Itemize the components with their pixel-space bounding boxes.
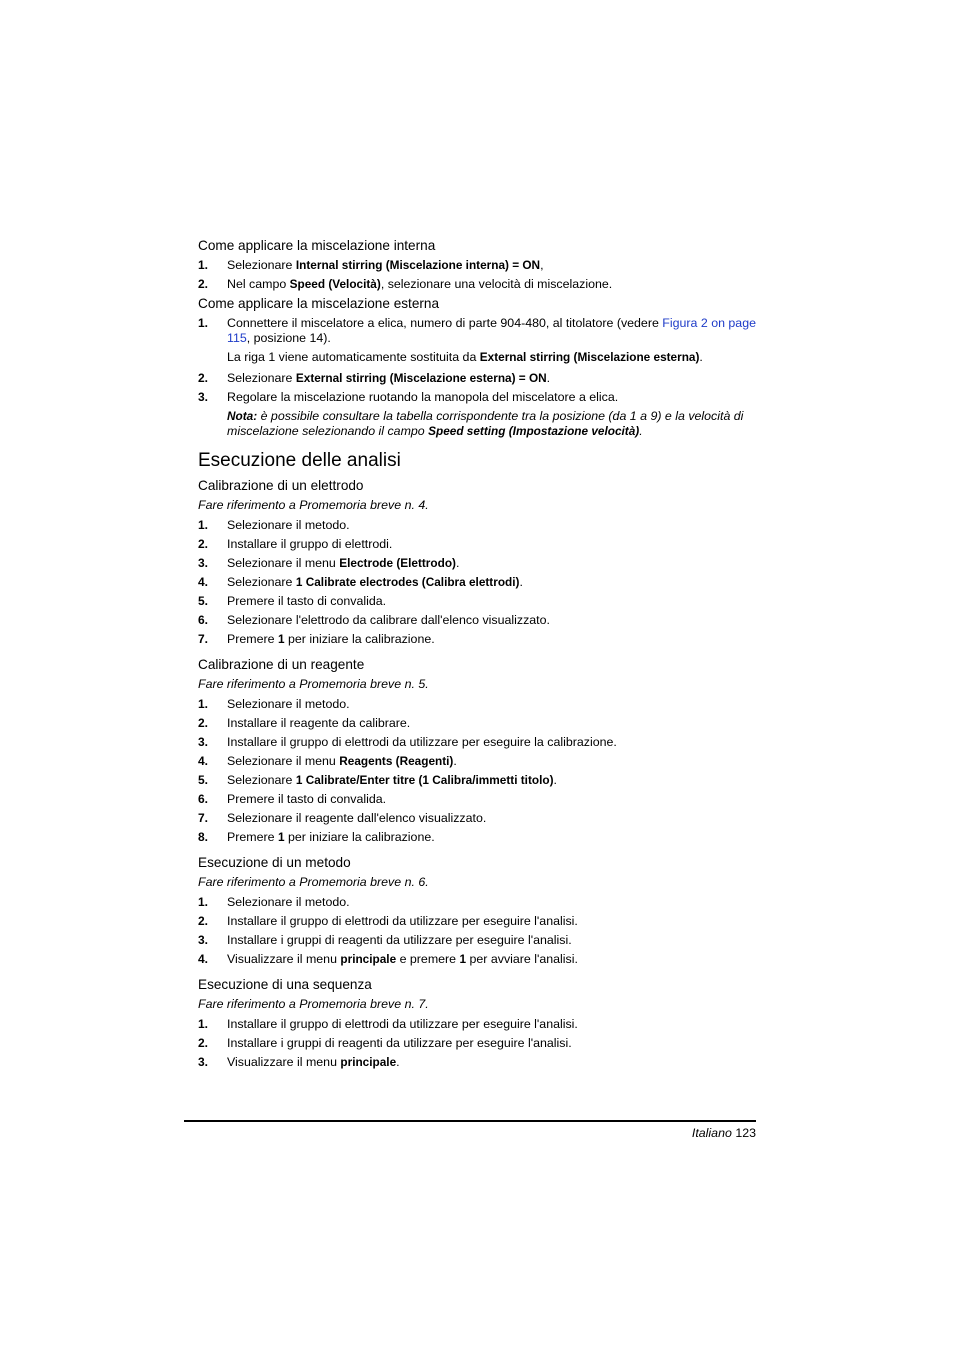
step-text: Installare il reagente da calibrare. [227,716,411,730]
step-number: 2. [198,537,209,551]
footer-divider [184,1120,756,1122]
step-text: Nel campo [227,277,290,291]
step-text: Installare i gruppi di reagenti da utilizzare per eseguire l'analisi. [227,1036,572,1050]
step-number: 5. [198,773,209,787]
reference-note: Fare riferimento a Promemoria breve n. 6. [198,875,429,889]
list-item [198,773,768,788]
step-text: per avviare l'analisi. [466,952,578,966]
step-number: 3. [198,933,209,947]
step-text: Selezionare il metodo. [227,895,350,909]
section-title-sequence: Esecuzione di una sequenza [198,977,372,992]
ui-term: External stirring (Miscelazione esterna) = ON [295,371,547,385]
step-text: per iniziare la calibrazione. [284,830,435,844]
list-item [198,632,768,647]
ui-term: Reagents (Reagenti) [339,754,454,768]
step-number: 3. [198,556,209,570]
step-text: Selezionare [227,773,296,787]
list-item [198,933,768,948]
step-number: 2. [198,1036,209,1050]
list-item [198,1055,768,1070]
ui-term: principale [340,952,397,966]
section-title-electrode: Calibrazione di un elettrodo [198,478,364,493]
step-text: Installare i gruppi di reagenti da utilizzare per eseguire l'analisi. [227,933,572,947]
step-text: . [453,754,457,768]
step-text: , posizione 14). [246,331,331,345]
step-text: Installare il gruppo di elettrodi. [227,537,393,551]
list-item [198,830,768,845]
document-body [198,238,768,1074]
list-item [198,716,768,731]
note-label: Nota: [227,409,258,423]
list-item [198,518,768,533]
step-number: 7. [198,632,209,646]
note [198,409,768,439]
step-number: 1. [198,1017,209,1031]
section-title-external-stirring: Come applicare la miscelazione esterna [198,296,440,311]
step-text: . [519,575,523,589]
step-text: e premere [396,952,460,966]
step-text: , selezionare una velocità di miscelazione. [380,277,613,291]
reference-note: Fare riferimento a Promemoria breve n. 7. [198,997,429,1011]
page-footer [692,1126,756,1140]
step-text: Premere il tasto di convalida. [227,594,387,608]
ui-term: 1 [277,632,285,646]
step-number: 2. [198,371,209,385]
step-number: 6. [198,792,209,806]
reference-note: Fare riferimento a Promemoria breve n. 4. [198,498,429,512]
step-number: 6. [198,613,209,627]
step-text: , [540,258,544,272]
figure-link[interactable]: Figura 2 on page 115 [227,316,756,345]
step-number: 1. [198,518,209,532]
ui-term: Speed (Velocità) [289,277,381,291]
list-item [198,1017,768,1032]
list-item [198,1036,768,1051]
note-text: è possibile consultare la tabella corrispondente tra la posizione (da 1 a 9) e la velocità di miscelazione selezionando il campo [227,409,744,438]
step-number: 3. [198,1055,209,1069]
step-text: Connettere il miscelatore a elica, numero di parte 904-480, al titolatore (vedere [227,316,663,330]
step-text: Installare il gruppo di elettrodi da utilizzare per eseguire l'analisi. [227,914,578,928]
step-number: 1. [198,258,209,272]
step-text: Regolare la miscelazione ruotando la manopola del miscelatore a elica. [227,390,619,404]
ui-term: Internal stirring (Miscelazione interna) = ON [295,258,541,272]
list-item [198,390,768,405]
list-item [198,575,768,590]
step-number: 8. [198,830,209,844]
note-text: . [639,424,643,438]
step-text: Installare il gruppo di elettrodi da utilizzare per eseguire la calibrazione. [227,735,617,749]
section-title-method: Esecuzione di un metodo [198,855,351,870]
para-text: . [699,350,703,364]
reference-note: Fare riferimento a Promemoria breve n. 5. [198,677,429,691]
step-text: Selezionare [227,575,296,589]
step-text: Selezionare il menu [227,556,340,570]
step-text: Visualizzare il menu [227,952,341,966]
step-text: per iniziare la calibrazione. [284,632,435,646]
list-item [198,258,768,273]
step-text: . [546,371,551,385]
list-item [198,895,768,910]
ui-term: 1 Calibrate electrodes (Calibra elettrodi) [295,575,520,589]
list-item [198,537,768,552]
step-text: . [455,556,460,570]
step-text: Selezionare [227,371,296,385]
page-number: 123 [735,1126,756,1140]
list-item [198,952,768,967]
section-title-internal-stirring: Come applicare la miscelazione interna [198,238,436,253]
chapter-heading: Esecuzione delle analisi [198,450,401,471]
ui-term: External stirring (Miscelazione esterna) [479,350,700,364]
list-item [198,594,768,609]
ui-term: Speed setting (Impostazione velocità) [428,424,640,438]
step-text: Selezionare il reagente dall'elenco visualizzato. [227,811,487,825]
list-item [198,754,768,769]
step-text: Selezionare il menu [227,754,340,768]
step-text: Premere [227,830,278,844]
step-paragraph [198,350,768,365]
list-item [198,811,768,826]
step-text: . [553,773,557,787]
step-text: Selezionare [227,258,296,272]
ui-term: 1 Calibrate/Enter titre (1 Calibra/immetti titolo) [295,773,554,787]
step-number: 2. [198,914,209,928]
footer-language: Italiano [691,1126,732,1140]
step-text: . [396,1055,400,1069]
ui-term: principale [340,1055,397,1069]
step-number: 3. [198,735,209,749]
step-text: Selezionare il metodo. [227,518,350,532]
step-text: Installare il gruppo di elettrodi da utilizzare per eseguire l'analisi. [227,1017,578,1031]
step-number: 1. [198,895,209,909]
step-text: Selezionare l'elettrodo da calibrare dall'elenco visualizzato. [227,613,550,627]
list-item [198,914,768,929]
step-number: 5. [198,594,209,608]
step-text: Selezionare il metodo. [227,697,350,711]
step-number: 1. [198,697,209,711]
step-number: 4. [198,754,209,768]
step-number: 4. [198,575,209,589]
ui-term: 1 [277,830,285,844]
list-item [198,697,768,712]
list-item [198,277,768,292]
list-item [198,316,768,346]
step-number: 1. [198,316,209,330]
list-item [198,792,768,807]
section-title-reagent: Calibrazione di un reagente [198,657,365,672]
list-item [198,613,768,628]
step-number: 2. [198,716,209,730]
step-number: 7. [198,811,209,825]
ui-term: Electrode (Elettrodo) [339,556,456,570]
step-text: Premere il tasto di convalida. [227,792,387,806]
list-item [198,735,768,750]
step-number: 2. [198,277,209,291]
list-item [198,371,768,386]
list-item [198,556,768,571]
para-text: La riga 1 viene automaticamente sostituita da [227,350,480,364]
step-text: Visualizzare il menu [227,1055,341,1069]
step-text: Premere [227,632,278,646]
step-number: 4. [198,952,209,966]
ui-term: 1 [459,952,467,966]
step-number: 3. [198,390,209,404]
